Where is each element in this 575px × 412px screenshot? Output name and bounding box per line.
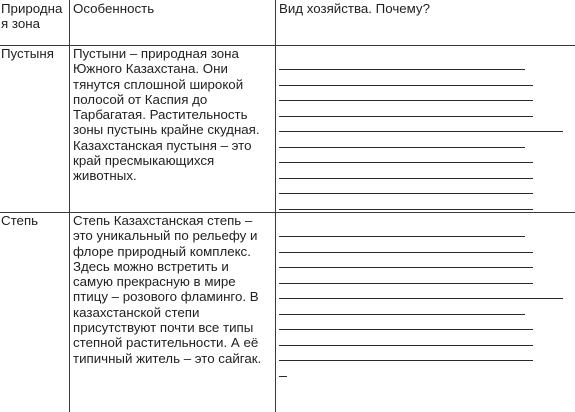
answer-line[interactable]	[279, 117, 563, 132]
answer-line[interactable]	[279, 163, 533, 178]
answer-cell-steppe[interactable]	[276, 213, 575, 412]
answer-line[interactable]	[279, 101, 533, 116]
answer-line[interactable]	[279, 222, 525, 237]
table-header-row	[0, 0, 575, 46]
answer-line[interactable]	[279, 361, 287, 376]
answer-line[interactable]	[279, 268, 533, 283]
table-row-steppe	[0, 213, 575, 412]
answer-line[interactable]	[279, 253, 533, 268]
answer-line[interactable]	[279, 132, 525, 147]
answer-line[interactable]	[279, 86, 533, 101]
header-economy-type: Вид хозяйства. Почему?	[276, 0, 575, 46]
answer-line[interactable]	[279, 70, 533, 85]
answer-line[interactable]	[279, 346, 533, 361]
answer-line[interactable]	[279, 194, 533, 209]
answer-line[interactable]	[279, 237, 533, 252]
header-feature: Особенность	[70, 0, 276, 46]
zone-name-desert: Пустыня	[0, 46, 70, 213]
zone-name-steppe: Степь	[0, 213, 70, 412]
answer-line[interactable]	[279, 299, 525, 314]
answer-line[interactable]	[279, 148, 533, 163]
answer-cell-desert[interactable]	[276, 46, 575, 213]
answer-lines[interactable]	[279, 213, 572, 377]
zone-description-steppe	[70, 213, 276, 412]
zone-description-desert	[70, 46, 276, 213]
answer-lines[interactable]	[279, 46, 572, 210]
header-natural-zone: Природная зона	[0, 0, 70, 46]
answer-line[interactable]	[279, 179, 533, 194]
answer-line[interactable]	[279, 55, 525, 70]
table-row-desert	[0, 46, 575, 213]
answer-line[interactable]	[279, 330, 533, 345]
zone-description-text: Степь Казахстанская степь – это уникальный по рельефу и флоре природный комплекс. Здесь можно встретить и самую прекрасную в мире птицу – розового фламинго. В казахстанской степи присутствуют почти все типы степной растительности. А её типичный житель – это сайгак.	[73, 213, 262, 366]
zone-description-text: Пустыни – природная зона Южного Казахстана. Они тянутся сплошной широкой полосой от Каспия до Тарбагатая. Растительность зоны пустынь крайне скудная. Казахстанская пустыня – это край пресмыкающихся животных.	[73, 46, 260, 184]
answer-line[interactable]	[279, 284, 563, 299]
answer-line[interactable]	[279, 315, 533, 330]
